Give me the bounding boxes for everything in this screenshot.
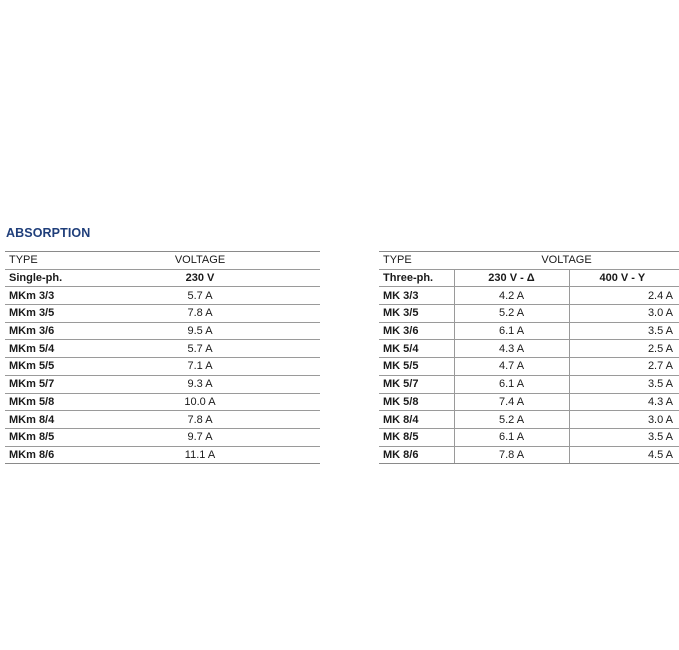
phase-label: Three-ph. (379, 269, 454, 287)
current-400v-cell: 3.0 A (569, 411, 679, 429)
current-400v-cell: 3.5 A (569, 322, 679, 340)
current-230v-cell: 5.2 A (454, 305, 569, 323)
current-400v-cell: 3.0 A (569, 305, 679, 323)
table-row (379, 305, 679, 323)
table-row (5, 375, 320, 393)
current-230v-cell: 4.2 A (454, 287, 569, 305)
table-row (5, 305, 320, 323)
table-row (379, 446, 679, 464)
type-cell: MKm 8/6 (5, 446, 80, 464)
current-230v-cell: 5.7 A (80, 287, 320, 305)
current-230v-cell: 9.7 A (80, 428, 320, 446)
type-cell: MK 3/3 (379, 287, 454, 305)
type-cell: MKm 8/4 (5, 411, 80, 429)
type-cell: MK 5/7 (379, 375, 454, 393)
section-heading: ABSORPTION (6, 226, 91, 240)
voltage-header: VOLTAGE (454, 252, 679, 270)
type-cell: MK 8/5 (379, 428, 454, 446)
table-row (379, 375, 679, 393)
single-phase-table (5, 251, 320, 464)
current-230v-cell: 11.1 A (80, 446, 320, 464)
current-400v-cell: 4.3 A (569, 393, 679, 411)
voltage-header: VOLTAGE (80, 252, 320, 270)
current-230v-cell: 7.1 A (80, 358, 320, 376)
type-cell: MK 8/4 (379, 411, 454, 429)
current-230v-cell: 6.1 A (454, 322, 569, 340)
phase-row (5, 269, 320, 287)
table-row (379, 287, 679, 305)
type-cell: MKm 3/5 (5, 305, 80, 323)
current-230v-cell: 7.4 A (454, 393, 569, 411)
voltage-value-delta: 230 V - Δ (454, 269, 569, 287)
table-row (379, 322, 679, 340)
current-230v-cell: 7.8 A (80, 411, 320, 429)
type-cell: MKm 3/6 (5, 322, 80, 340)
type-cell: MKm 5/7 (5, 375, 80, 393)
current-400v-cell: 4.5 A (569, 446, 679, 464)
voltage-value-star: 400 V - Y (569, 269, 679, 287)
table-row (5, 428, 320, 446)
type-cell: MK 3/6 (379, 322, 454, 340)
type-cell: MK 3/5 (379, 305, 454, 323)
current-400v-cell: 2.7 A (569, 358, 679, 376)
type-cell: MKm 5/8 (5, 393, 80, 411)
current-230v-cell: 7.8 A (454, 446, 569, 464)
current-230v-cell: 5.2 A (454, 411, 569, 429)
type-cell: MK 5/5 (379, 358, 454, 376)
table-row (5, 358, 320, 376)
phase-label: Single-ph. (5, 269, 80, 287)
current-400v-cell: 3.5 A (569, 428, 679, 446)
current-230v-cell: 4.7 A (454, 358, 569, 376)
current-230v-cell: 9.3 A (80, 375, 320, 393)
type-cell: MK 5/8 (379, 393, 454, 411)
voltage-value: 230 V (80, 269, 320, 287)
table-row (5, 322, 320, 340)
table-row (379, 428, 679, 446)
header-row (379, 252, 679, 270)
phase-row (379, 269, 679, 287)
current-400v-cell: 3.5 A (569, 375, 679, 393)
current-230v-cell: 7.8 A (80, 305, 320, 323)
type-cell: MKm 5/5 (5, 358, 80, 376)
table-row (5, 340, 320, 358)
current-230v-cell: 6.1 A (454, 375, 569, 393)
type-cell: MKm 8/5 (5, 428, 80, 446)
type-cell: MK 5/4 (379, 340, 454, 358)
table-row (379, 411, 679, 429)
current-400v-cell: 2.4 A (569, 287, 679, 305)
table-row (5, 287, 320, 305)
type-cell: MKm 5/4 (5, 340, 80, 358)
current-230v-cell: 4.3 A (454, 340, 569, 358)
current-230v-cell: 6.1 A (454, 428, 569, 446)
header-row (5, 252, 320, 270)
table-row (379, 340, 679, 358)
current-230v-cell: 10.0 A (80, 393, 320, 411)
current-230v-cell: 5.7 A (80, 340, 320, 358)
table-row (379, 393, 679, 411)
type-cell: MKm 3/3 (5, 287, 80, 305)
type-header: TYPE (5, 252, 80, 270)
current-400v-cell: 2.5 A (569, 340, 679, 358)
table-row (5, 446, 320, 464)
current-230v-cell: 9.5 A (80, 322, 320, 340)
table-row (5, 411, 320, 429)
type-header: TYPE (379, 252, 454, 270)
table-row (5, 393, 320, 411)
three-phase-table (379, 251, 679, 464)
type-cell: MK 8/6 (379, 446, 454, 464)
table-row (379, 358, 679, 376)
